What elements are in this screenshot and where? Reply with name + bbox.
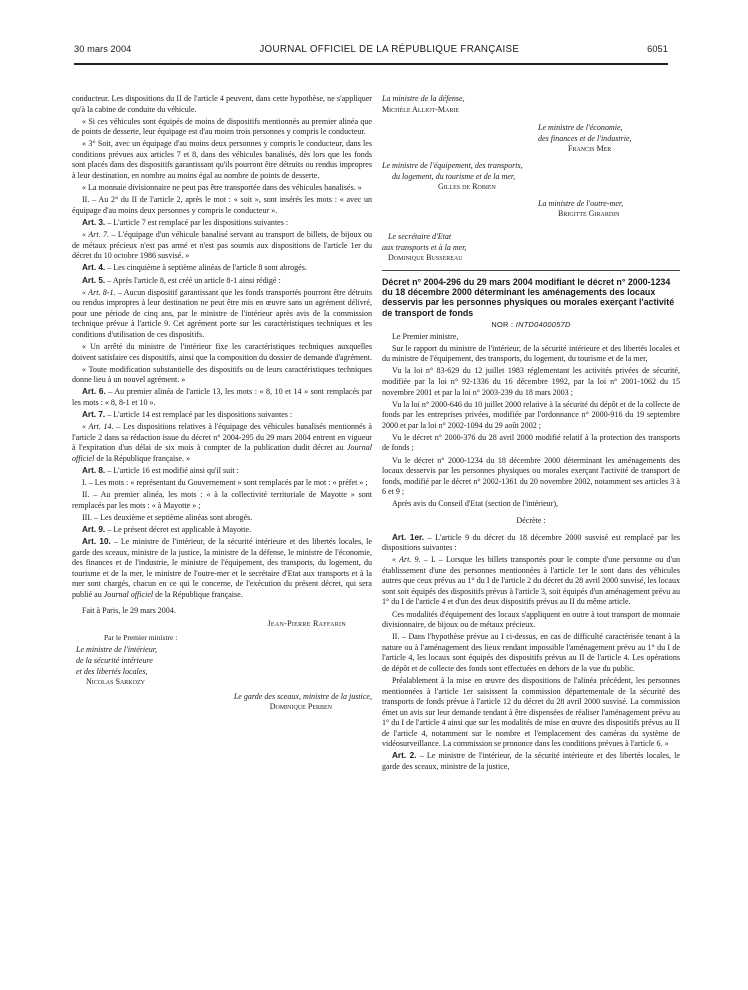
article-label: Art. 10. <box>82 537 111 547</box>
article-label: Art. 5. <box>82 275 106 285</box>
article-text: de la République française. <box>153 589 243 599</box>
signature-secretary-of-state <box>382 232 680 264</box>
paragraph: Après avis du Conseil d'Etat (section de l'intérieur), <box>392 499 559 509</box>
article-text: – Au premier alinéa de l'article 13, les mots : « 8, 10 et 14 » sont remplacés par les mots : « 8, 8-1 et 10 ». <box>72 387 372 407</box>
article-label: Art. 9. <box>82 525 106 535</box>
nor-reference <box>382 320 680 331</box>
article-label: Art. 6. <box>82 387 106 397</box>
signature-overseas-minister <box>382 199 680 220</box>
article-text: de la République française. » <box>94 453 190 463</box>
nor-code: INTD0400057D <box>515 319 571 329</box>
signature-equipment-minister <box>382 161 680 193</box>
signature-prime-minister: Jean-Pierre Raffarin <box>267 618 346 628</box>
article-text: – Les cinquième à septième alinéas de l'article 8 sont abrogés. <box>105 263 307 273</box>
article-label: Art. 8. <box>82 465 106 475</box>
article-5 <box>72 276 372 287</box>
article-label: Art. 2. <box>392 751 417 761</box>
paragraph: Préalablement à la mise en œuvre des dispositions de l'alinéa précédent, les personnes mentionnées à l'article 1er saisissent la commission départementale de la sécurité des transports de fonds prévue à l'article 12 du décret du 28 avril 2000 susvisé. La commission émet un avis sur leur demande tendant à être dispensées de réaliser l'aménagement prévu au 1° du I de l'article 4 ainsi que sur les modalités de mise en œuvre des dispositifs prévus au II de l'article 4, notamment sur le nombre et l'emplacement des caméras du système de vidéosurveillance. La commission se prononce dans les conditions prévues à l'article 6. » <box>382 675 680 749</box>
article-text: – I. – Lorsque les billets transportés pour le compte d'une personne ou d'un établissement d'une des personnes mentionnées à l'article 1er le sont dans des véhicules autres que ceux prévus au 1° du I de l'article 2 du décret du 28 avril 2000 susvisé, les locaux sont soit équipés des dispositifs prévus à l'article 3, soit équipés d'un aménagement prévu au 1° du I de l'article 4 et d'un des deux dispositifs prévus au II du même article. <box>382 555 680 607</box>
left-column <box>72 94 372 713</box>
paragraph: III. – Les deuxième et septième alinéas sont abrogés. <box>82 512 253 522</box>
article-label: Art. 1er. <box>392 532 425 542</box>
signature-justice-minister <box>72 692 372 713</box>
article-9 <box>72 525 372 536</box>
article-text: – L'équipage d'un véhicule banalisé servant au transport de billets, de bijoux ou de métaux précieux n'est pas armé et n'est pas soumis aux dispositions de l'article 1er du décret du 10 octobre 1986 susvisé. » <box>72 230 372 261</box>
signature-name: Dominique Bussereau <box>388 253 463 263</box>
article-label: « Art. 14. <box>82 422 114 432</box>
separator-rule <box>382 270 680 271</box>
header-rule <box>74 63 668 65</box>
article-1 <box>382 533 680 554</box>
page-header <box>74 44 668 60</box>
journal-officiel-ref: Journal officiel <box>103 589 154 599</box>
signature-role: des finances et de l'industrie, <box>538 133 632 143</box>
article-8 <box>72 466 372 477</box>
paragraph: Vu la loi n° 2000-646 du 10 juillet 2000 relative à la sécurité du dépôt et de la collecte de fonds par les entreprises privées, modifiée par l'ordonnance n° 2000-916 du 19 septembre 2000 et par la loi n° 2002-1094 du 29 août 2002 ; <box>382 399 680 430</box>
right-column <box>382 94 680 774</box>
article-text: – Le ministre de l'intérieur, de la sécurité intérieure et des libertés locales, le garde des sceaux, ministre de la justice, la ministre de la défense, le ministre de l'économie, des finances et de l'industrie, le ministre de l'équipement, des transports, du logement, du tourisme et de la mer, le ministre de l'outre-mer et le secrétaire d'Etat aux transports et à la mer sont chargés, chacun en ce qui le concerne, de l'exécution du présent décret, qui sera publié au <box>72 537 372 599</box>
header-date: 30 mars 2004 <box>74 44 132 54</box>
article-2 <box>382 751 680 772</box>
journal-officiel-ref: Journal officiel <box>72 443 372 463</box>
signature-name: Michèle Alliot-Marie <box>382 104 460 114</box>
quoted-article-8-1 <box>72 288 372 341</box>
quoted-article-14 <box>72 422 372 464</box>
article-label: « Art. 7. <box>82 230 110 240</box>
signature-role: du logement, du tourisme et de la mer, <box>392 171 516 181</box>
article-text: – Aucun dispositif garantissant que les fonds transportés pourront être détruits ou rendus impropres à leur destination ne peut être mis en œuvre sans un agrément délivré, pour une période de cinq ans, par le ministre de l'intérieur après avis de la commission technique prévue à l'article 9. Cet agrément porte sur les caractéristiques techniques et les conditions d'utilisation de ces dispositifs. <box>72 287 372 339</box>
article-7 <box>72 410 372 421</box>
paragraph: Ces modalités d'équipement des locaux s'appliquent en outre à tout transport de monnaie divisionnaire, de bijoux ou de métaux précieux. <box>382 609 680 630</box>
quoted-article-9 <box>382 555 680 608</box>
quoted-article-7 <box>72 230 372 262</box>
paragraph: « Un arrêté du ministre de l'intérieur fixe les caractéristiques techniques auxquelles doivent satisfaire ces dispositifs, ainsi que la composition du dossier de demande d'agrément. <box>72 341 373 362</box>
paragraph: Vu la loi n° 83-629 du 12 juillet 1983 réglementant les activités privées de sécurité, modifiée par la loi n° 92-1336 du 16 décembre 1992, par la loi n° 2001-1062 du 15 novembre 2001 et par la loi n° 2003-239 du 18 mars 2003 ; <box>382 366 680 397</box>
signature-role: et des libertés locales, <box>76 666 148 676</box>
signature-name: Gilles de Robien <box>438 182 496 192</box>
signature-role: de la sécurité intérieure <box>76 655 153 665</box>
decree-title: Décret n° 2004-296 du 29 mars 2004 modifiant le décret n° 2000-1234 du 18 décembre 2000 déterminant les aménagements des locaux desservis par les personnes physiques ou morales exerçant l'activité de transport de fonds <box>382 276 675 318</box>
decrete: Décrète : <box>516 515 546 525</box>
par-le-premier-ministre: Par le Premier ministre : <box>104 633 178 643</box>
paragraph: « La monnaie divisionnaire ne peut pas être transportée dans des véhicules banalisés. » <box>82 183 362 193</box>
paragraph: II. – Au premier alinéa, les mots : « à la collectivité territoriale de Mayotte » sont remplacés par les mots : « à Mayotte » ; <box>72 490 372 510</box>
article-4 <box>72 263 372 274</box>
signature-defense-minister <box>382 94 680 115</box>
paragraph: I. – Les mots : « représentant du Gouvernement » sont remplacés par le mot : « préfet » ; <box>82 478 368 488</box>
signature-role: Le ministre de l'intérieur, <box>76 645 157 655</box>
article-label: Art. 3. <box>82 217 106 227</box>
paragraph: « 3° Soit, avec un équipage d'au moins deux personnes y compris le conducteur, dans les conditions prévues aux articles 7 et 8, dans des véhicules banalisés, dès lors que les fonds sont placés dans des dispositifs garantissant qu'ils pourront être détruits ou rendus impropres à leur destination, en nombre au moins égal au nombre de points de desserte. <box>72 139 372 181</box>
article-text: – L'article 7 est remplacé par les dispositions suivantes : <box>105 217 289 227</box>
signature-role: La ministre de l'outre-mer, <box>538 198 624 208</box>
signature-role: aux transports et à la mer, <box>382 242 467 252</box>
article-label: « Art. 8-1. <box>82 287 116 297</box>
article-text: – L'article 14 est remplacé par les dispositions suivantes : <box>105 410 293 420</box>
article-text: – Les dispositions relatives à l'équipage des véhicules banalisés mentionnés à l'article 2 dans sa rédaction issue du décret n° 2004-295 du 29 mars 2004 entrent en vigueur à l'expiration d'un délai de six mois à compter de la publication dudit décret au <box>72 422 372 453</box>
signature-name: Dominique Perben <box>269 702 332 712</box>
paragraph: « Toute modification substantielle des dispositifs ou de leurs caractéristiques techniques donne lieu à un nouvel agrément. » <box>72 364 372 385</box>
header-title: JOURNAL OFFICIEL DE LA RÉPUBLIQUE FRANÇAISE <box>259 44 520 55</box>
signature-name: Brigitte Girardin <box>558 209 620 219</box>
signature-role: La ministre de la défense, <box>382 94 465 103</box>
article-text: – L'article 16 est modifié ainsi qu'il suit : <box>105 465 239 475</box>
paragraph: II. – Dans l'hypothèse prévue au I ci-dessus, en cas de difficulté caractérisée tenant à la nature ou à l'aménagement des lieux rendant impossible l'aménagement prévu au 1° du I de l'article 4, les locaux sont équipés des dispositifs prévus au II de l'article 4. Les opérations de dépôt et de collecte des fonds sont effectuées en dehors de la vue du public. <box>382 632 680 673</box>
paragraph: Le Premier ministre, <box>392 331 459 341</box>
article-6 <box>72 387 372 408</box>
signature-name: Francis Mer <box>568 144 612 154</box>
paragraph: Vu le décret n° 2000-376 du 28 avril 2000 modifié relatif à la protection des transports de fonds ; <box>382 432 680 453</box>
signature-economy-minister <box>382 123 680 155</box>
paragraph: Sur le rapport du ministre de l'intérieur, de la sécurité intérieure et des libertés locales et du ministre de l'équipement, des transports, du logement, du tourisme et de la mer, <box>382 343 680 364</box>
article-text: – L'article 9 du décret du 18 décembre 2000 susvisé est remplacé par les dispositions suivantes : <box>382 532 680 553</box>
article-label: Art. 7. <box>82 410 106 420</box>
paragraph: II. – Au 2° du II de l'article 2, après le mot : « soit », sont insérés les mots : « avec un équipage d'au moins deux personnes y compris le conducteur ». <box>72 195 372 215</box>
paragraph: Vu le décret n° 2000-1234 du 18 décembre 2000 déterminant les aménagements des locaux desservis par les personnes physiques ou morales exerçant l'activité de transport de fonds, modifié par le décret n° 2002-1361 du 20 novembre 2002, notamment ses articles 3 à 6 et 9 ; <box>382 455 680 497</box>
article-text: – Le présent décret est applicable à Mayotte. <box>105 525 252 535</box>
article-label: « Art. 9. <box>392 555 421 565</box>
header-page-number: 6051 <box>647 44 668 54</box>
paragraph: conducteur. Les dispositions du II de l'article 4 peuvent, dans cette hypothèse, ne s'appliquer qu'à la cabine de conduite du véhicule. <box>72 94 372 114</box>
article-text: – Le ministre de l'intérieur, de la sécurité intérieure et des libertés locales, le garde des sceaux, ministre de la justice, <box>382 751 680 771</box>
signature-role: Le ministre de l'équipement, des transports, <box>382 160 523 170</box>
article-3 <box>72 218 372 229</box>
fait-a-paris: Fait à Paris, le 29 mars 2004. <box>82 606 176 616</box>
signature-name: Nicolas Sarkozy <box>86 677 145 687</box>
nor-label: NOR : <box>491 319 516 329</box>
article-text: – Après l'article 8, est créé un article 8-1 ainsi rédigé : <box>105 275 281 285</box>
article-label: Art. 4. <box>82 263 106 273</box>
article-10 <box>72 537 372 600</box>
signature-role: Le garde des sceaux, ministre de la justice, <box>233 691 372 701</box>
paragraph: « Si ces véhicules sont équipés de moins de dispositifs mentionnés au premier alinéa que de points de desserte, leur équipage est d'au moins trois personnes y compris le conducteur. <box>72 116 372 137</box>
signature-role: Le ministre de l'économie, <box>538 123 623 133</box>
signature-interior-minister <box>76 645 372 687</box>
signature-role: Le secrétaire d'Etat <box>388 231 452 241</box>
